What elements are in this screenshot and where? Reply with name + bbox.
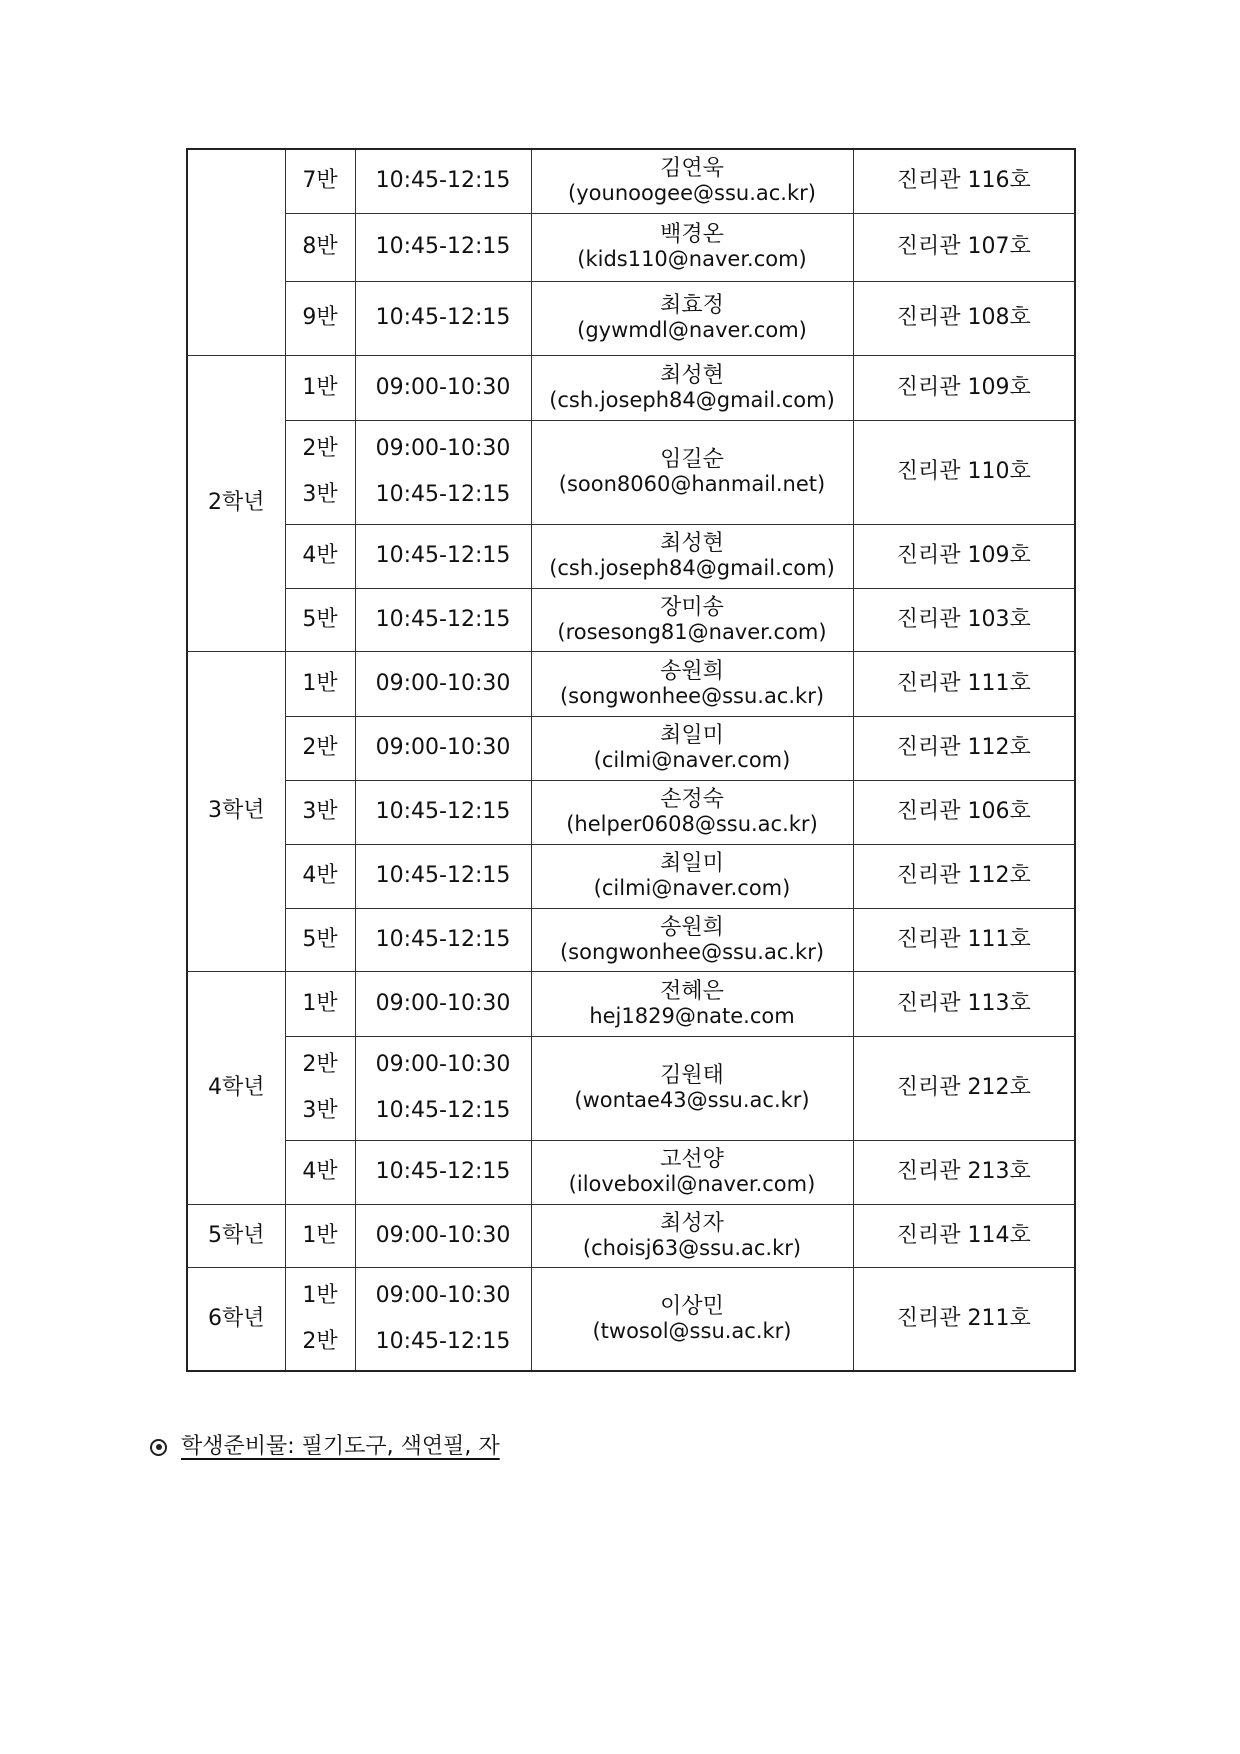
grade-cell-empty	[187, 149, 285, 355]
table-row	[187, 1204, 1075, 1267]
teacher-email: (csh.joseph84@gmail.com)	[549, 387, 835, 412]
time-label: 10:45-12:15	[375, 1328, 511, 1354]
teacher-email: (twosol@ssu.ac.kr)	[592, 1318, 792, 1343]
teacher-name: 장미송	[660, 594, 724, 620]
teacher-cell	[531, 420, 853, 524]
time-label: 10:45-12:15	[375, 1098, 511, 1123]
teacher-cell	[531, 281, 853, 355]
class-cell	[285, 1036, 355, 1140]
class-cell: 1반	[285, 971, 355, 1036]
room-cell: 진리관 111호	[853, 651, 1075, 716]
time-cell: 10:45-12:15	[355, 213, 531, 281]
time-label: 10:45-12:15	[375, 482, 511, 507]
table-row	[187, 908, 1075, 971]
teacher-cell	[531, 716, 853, 780]
teacher-name: 이상민	[660, 1293, 724, 1319]
time-cell	[355, 420, 531, 524]
teacher-email: (younoogee@ssu.ac.kr)	[568, 181, 816, 206]
room-cell: 진리관 212호	[853, 1036, 1075, 1140]
teacher-cell	[531, 524, 853, 588]
grade-cell: 4학년	[187, 971, 285, 1204]
supplies-note	[150, 1432, 506, 1462]
teacher-name: 최일미	[660, 723, 724, 748]
teacher-name: 전혜은	[660, 978, 724, 1004]
teacher-email: (cilmi@naver.com)	[593, 876, 791, 900]
time-cell	[355, 1267, 531, 1371]
table-row	[187, 651, 1075, 716]
class-cell: 4반	[285, 844, 355, 908]
teacher-email: (csh.joseph84@gmail.com)	[549, 556, 835, 580]
grade-cell: 3학년	[187, 651, 285, 971]
time-cell: 10:45-12:15	[355, 149, 531, 213]
table-row	[187, 588, 1075, 651]
teacher-email: (songwonhee@ssu.ac.kr)	[559, 939, 825, 964]
room-cell: 진리관 108호	[853, 281, 1075, 355]
class-label: 2반	[302, 1052, 338, 1077]
teacher-cell	[531, 355, 853, 420]
teacher-name: 최성자	[660, 1210, 724, 1236]
teacher-email: (helper0608@ssu.ac.kr)	[566, 812, 818, 836]
time-cell: 10:45-12:15	[355, 524, 531, 588]
time-cell: 09:00-10:30	[355, 716, 531, 780]
class-cell: 3반	[285, 780, 355, 844]
teacher-name: 최성현	[660, 531, 724, 556]
table-row	[187, 420, 1075, 524]
time-cell: 10:45-12:15	[355, 780, 531, 844]
table-row	[187, 281, 1075, 355]
room-cell: 진리관 103호	[853, 588, 1075, 651]
class-label: 2반	[302, 1328, 338, 1354]
time-cell: 10:45-12:15	[355, 844, 531, 908]
room-cell: 진리관 112호	[853, 844, 1075, 908]
teacher-email: hej1829@nate.com	[589, 1003, 795, 1028]
table-row	[187, 971, 1075, 1036]
time-cell: 10:45-12:15	[355, 908, 531, 971]
teacher-name: 고선양	[660, 1147, 724, 1172]
class-cell: 8반	[285, 213, 355, 281]
table-row	[187, 1036, 1075, 1140]
teacher-name: 백경온	[660, 222, 724, 247]
room-cell: 진리관 116호	[853, 149, 1075, 213]
teacher-name: 임길순	[660, 447, 724, 472]
teacher-name: 최성현	[660, 362, 724, 388]
class-label: 3반	[302, 1098, 338, 1123]
class-cell: 7반	[285, 149, 355, 213]
teacher-cell	[531, 1267, 853, 1371]
time-cell: 10:45-12:15	[355, 1140, 531, 1204]
class-cell: 1반	[285, 355, 355, 420]
teacher-name: 김연욱	[660, 156, 724, 182]
teacher-cell	[531, 149, 853, 213]
teacher-cell	[531, 588, 853, 651]
teacher-cell	[531, 780, 853, 844]
time-cell: 09:00-10:30	[355, 651, 531, 716]
class-label: 2반	[302, 436, 338, 461]
time-cell: 09:00-10:30	[355, 1204, 531, 1267]
room-cell: 진리관 211호	[853, 1267, 1075, 1371]
time-cell	[355, 1036, 531, 1140]
teacher-cell	[531, 651, 853, 716]
time-cell: 09:00-10:30	[355, 355, 531, 420]
teacher-email: (soon8060@hanmail.net)	[558, 472, 826, 496]
room-cell: 진리관 109호	[853, 524, 1075, 588]
class-cell	[285, 1267, 355, 1371]
room-cell: 진리관 113호	[853, 971, 1075, 1036]
time-cell: 09:00-10:30	[355, 971, 531, 1036]
teacher-email: (cilmi@naver.com)	[593, 748, 791, 772]
grade-cell: 5학년	[187, 1204, 285, 1267]
teacher-cell	[531, 1140, 853, 1204]
table-row	[187, 355, 1075, 420]
teacher-email: (choisj63@ssu.ac.kr)	[582, 1235, 802, 1260]
class-label: 3반	[302, 482, 338, 507]
grade-cell: 6학년	[187, 1267, 285, 1371]
teacher-name: 송원희	[660, 658, 724, 684]
teacher-name: 최일미	[660, 851, 724, 876]
class-cell: 5반	[285, 908, 355, 971]
table-row	[187, 1140, 1075, 1204]
table-row	[187, 524, 1075, 588]
class-cell: 4반	[285, 1140, 355, 1204]
teacher-cell	[531, 1036, 853, 1140]
teacher-name: 송원희	[660, 914, 724, 940]
time-label: 09:00-10:30	[375, 1282, 511, 1308]
time-label: 09:00-10:30	[375, 1052, 511, 1077]
room-cell: 진리관 109호	[853, 355, 1075, 420]
teacher-cell	[531, 844, 853, 908]
room-cell: 진리관 112호	[853, 716, 1075, 780]
class-cell: 1반	[285, 651, 355, 716]
class-schedule-table	[186, 148, 1076, 1372]
table-row	[187, 1267, 1075, 1371]
time-cell: 10:45-12:15	[355, 281, 531, 355]
bullseye-icon	[150, 1439, 167, 1456]
time-cell: 10:45-12:15	[355, 588, 531, 651]
room-cell: 진리관 107호	[853, 213, 1075, 281]
class-cell: 9반	[285, 281, 355, 355]
teacher-name: 최효정	[660, 293, 724, 318]
teacher-name: 김원태	[660, 1063, 724, 1088]
class-label: 1반	[302, 1282, 338, 1308]
table-row	[187, 780, 1075, 844]
teacher-cell	[531, 1204, 853, 1267]
teacher-email: (iloveboxil@naver.com)	[568, 1172, 816, 1196]
time-label: 09:00-10:30	[375, 436, 511, 461]
table-row	[187, 844, 1075, 908]
teacher-cell	[531, 213, 853, 281]
teacher-email: (rosesong81@naver.com)	[557, 619, 827, 644]
class-cell	[285, 420, 355, 524]
grade-cell: 2학년	[187, 355, 285, 651]
teacher-email: (kids110@naver.com)	[577, 247, 807, 271]
class-cell: 2반	[285, 716, 355, 780]
table-row	[187, 149, 1075, 213]
room-cell: 진리관 106호	[853, 780, 1075, 844]
teacher-cell	[531, 971, 853, 1036]
supplies-note-text: 학생준비물: 필기도구, 색연필, 자	[181, 1434, 500, 1459]
teacher-email: (songwonhee@ssu.ac.kr)	[559, 683, 825, 708]
teacher-cell	[531, 908, 853, 971]
table-row	[187, 213, 1075, 281]
class-cell: 1반	[285, 1204, 355, 1267]
teacher-email: (wontae43@ssu.ac.kr)	[574, 1088, 810, 1112]
teacher-name: 손정숙	[660, 787, 724, 812]
table-row	[187, 716, 1075, 780]
class-cell: 4반	[285, 524, 355, 588]
room-cell: 진리관 114호	[853, 1204, 1075, 1267]
teacher-email: (gywmdl@naver.com)	[577, 318, 807, 342]
room-cell: 진리관 110호	[853, 420, 1075, 524]
class-cell: 5반	[285, 588, 355, 651]
room-cell: 진리관 213호	[853, 1140, 1075, 1204]
room-cell: 진리관 111호	[853, 908, 1075, 971]
